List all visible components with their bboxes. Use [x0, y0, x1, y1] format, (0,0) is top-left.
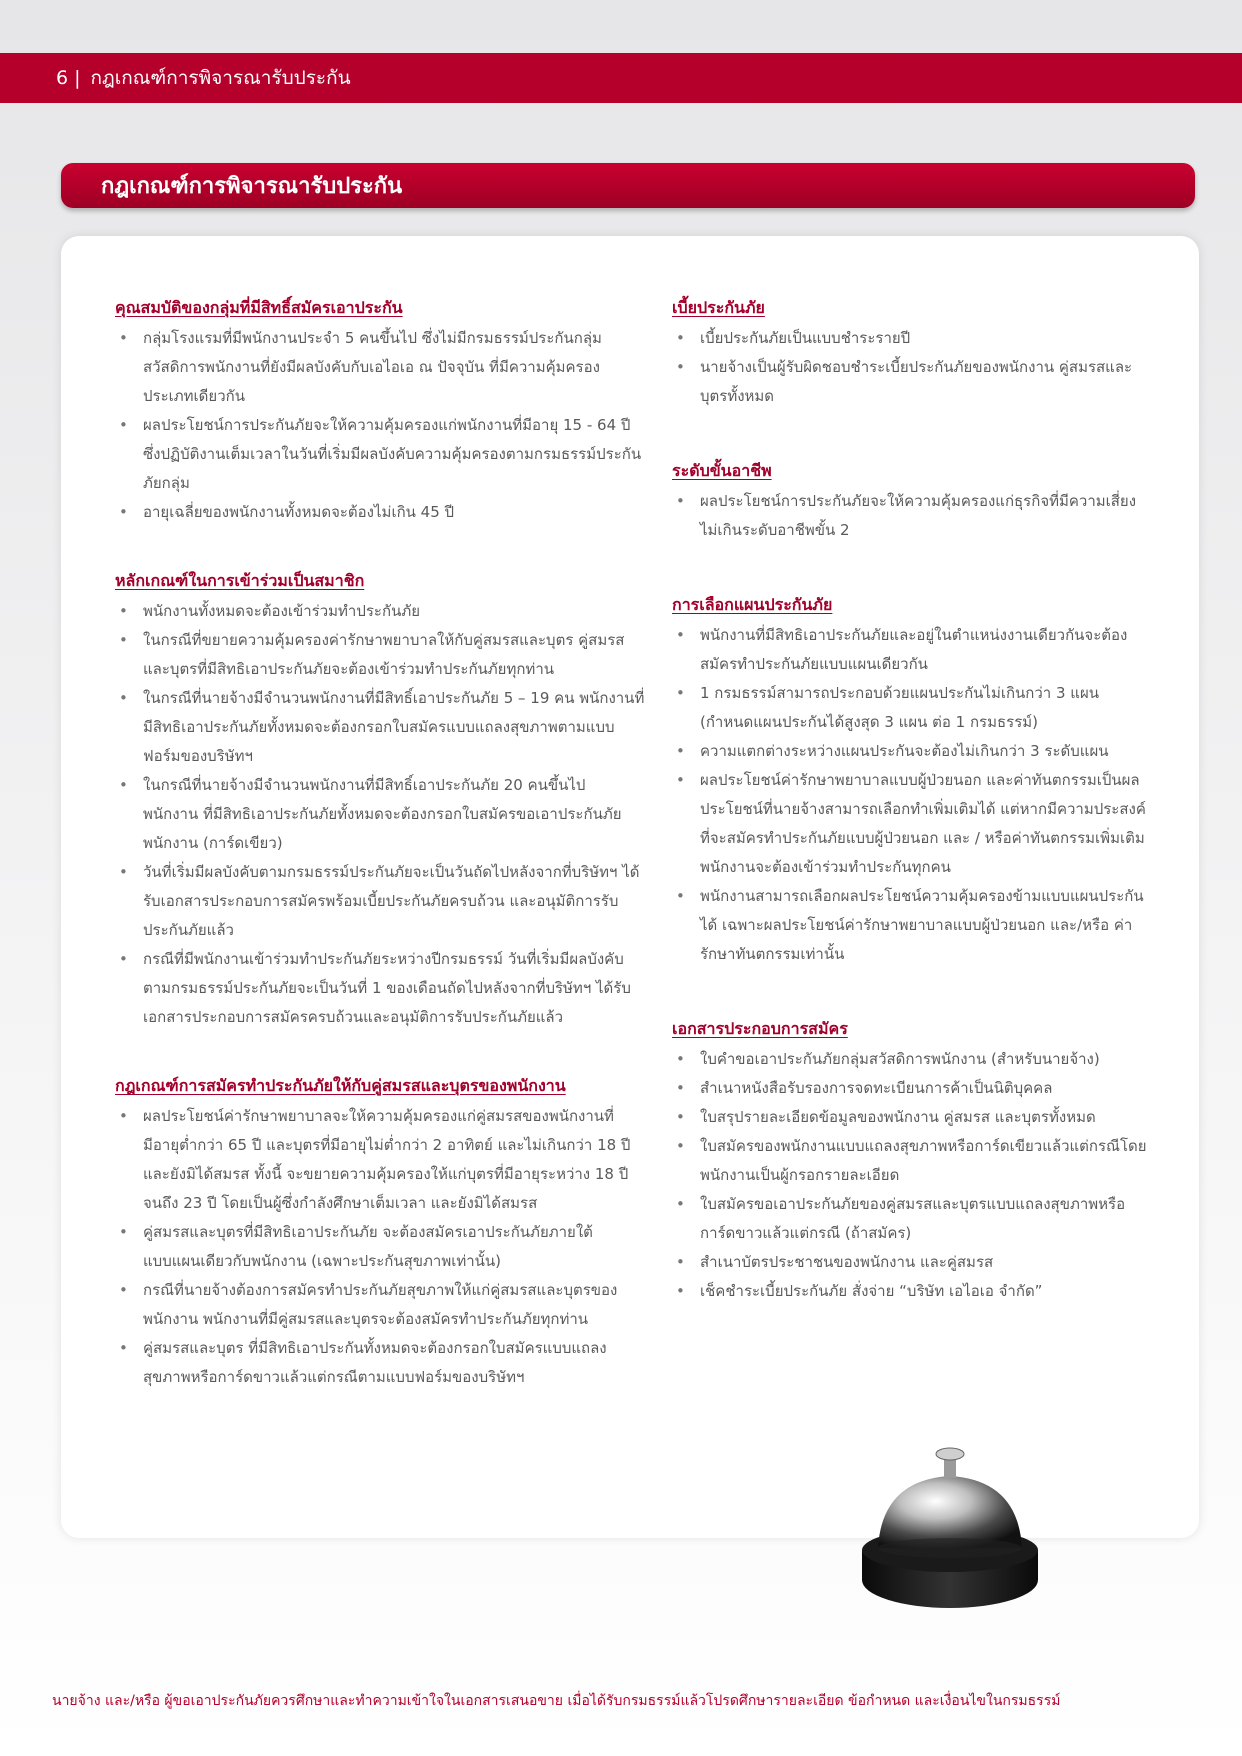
bullet-list [672, 487, 1152, 545]
list-item: • พนักงานสามารถเลือกผลประโยชน์ความคุ้มครองข้ามแบบแผนประกันได้ เฉพาะผลประโยชน์ค่ารักษาพยาบาลแบบผู้ป่วยนอก และ/หรือ ค่ารักษาทันตกรรมเท่านั้น [672, 882, 1152, 969]
header-title: กฎเกณฑ์การพิจารณารับประกัน [90, 67, 351, 89]
list-item: • ผลประโยชน์ค่ารักษาพยาบาลแบบผู้ป่วยนอก และค่าทันตกรรมเป็นผลประโยชน์ที่นายจ้างสามารถเลือกทำเพิ่มเติมได้ แต่หากมีความประสงค์ที่จะสมัครทำประกันภัยแบบผู้ป่วยนอก และ / หรือค่าทันตกรรมเพิ่มเติม พนักงานจะต้องเข้าร่วมทำประกันทุกคน [672, 766, 1152, 882]
list-item: • ผลประโยชน์การประกันภัยจะให้ความคุ้มครองแก่พนักงานที่มีอายุ 15 - 64 ปี ซึ่งปฏิบัติงานเต็มเวลาในวันที่เริ่มมีผลบังคับความคุ้มครองตามกรมธรรม์ประกันภัยกลุ่ม [115, 411, 645, 498]
list-item: • ในกรณีที่นายจ้างมีจำนวนพนักงานที่มีสิทธิ์เอาประกันภัย 5 – 19 คน พนักงานที่มีสิทธิเอาประกันภัยทั้งหมดจะต้องกรอกใบสมัครแบบแถลงสุขภาพตามแบบฟอร์มของบริษัทฯ [115, 684, 645, 771]
bullet-list [672, 621, 1152, 969]
list-item: • คู่สมรสและบุตรที่มีสิทธิเอาประกันภัย จะต้องสมัครเอาประกันภัยภายใต้แบบแผนเดียวกับพนักงาน (เฉพาะประกันสุขภาพเท่านั้น) [115, 1218, 645, 1276]
list-item: • กรณีที่มีพนักงานเข้าร่วมทำประกันภัยระหว่างปีกรมธรรม์ วันที่เริ่มมีผลบังคับตามกรมธรรม์ประกันภัยจะเป็นวันที่ 1 ของเดือนถัดไปหลังจากที่บริษัทฯ ได้รับเอกสารประกอบการสมัครครบถ้วนและอนุมัติการรับประกันภัยแล้ว [115, 945, 645, 1032]
list-item: • วันที่เริ่มมีผลบังคับตามกรมธรรม์ประกันภัยจะเป็นวันถัดไปหลังจากที่บริษัทฯ ได้รับเอกสารประกอบการสมัครพร้อมเบี้ยประกันภัยครบถ้วน และอนุมัติการรับประกันภัยแล้ว [115, 858, 645, 945]
bullet-list [672, 324, 1152, 411]
section-title: ระดับขั้นอาชีพ [672, 461, 772, 480]
bullet-list [115, 1102, 645, 1392]
footer-disclaimer: นายจ้าง และ/หรือ ผู้ขอเอาประกันภัยควรศึกษาและทำความเข้าใจในเอกสารเสนอขาย เมื่อได้รับกรมธรรม์แล้วโปรดศึกษารายละเอียด ข้อกำหนด และเงื่อนไขในกรมธรรม์ [52, 1693, 1061, 1709]
section [672, 459, 1152, 545]
section [115, 1074, 645, 1392]
list-item: • สำเนาหนังสือรับรองการจดทะเบียนการค้าเป็นนิติบุคคล [672, 1074, 1152, 1103]
list-item: • นายจ้างเป็นผู้รับผิดชอบชำระเบี้ยประกันภัยของพนักงาน คู่สมรสและบุตรทั้งหมด [672, 353, 1152, 411]
page-title: กฎเกณฑ์การพิจารณารับประกัน [101, 174, 403, 199]
section-title-bar [61, 163, 1195, 208]
list-item: • ใบสมัครขอเอาประกันภัยของคู่สมรสและบุตรแบบแถลงสุขภาพหรือการ์ดขาวแล้วแต่กรณี (ถ้าสมัคร) [672, 1190, 1152, 1248]
section-title: เบี้ยประกันภัย [672, 298, 765, 317]
section-title: หลักเกณฑ์ในการเข้าร่วมเป็นสมาชิก [115, 571, 365, 590]
section-title: กฎเกณฑ์การสมัครทำประกันภัยให้กับคู่สมรสและบุตรของพนักงาน [115, 1076, 566, 1095]
list-item: • กรณีที่นายจ้างต้องการสมัครทำประกันภัยสุขภาพให้แก่คู่สมรสและบุตรของพนักงาน พนักงานที่มีคู่สมรสและบุตรจะต้องสมัครทำประกันภัยทุกท่าน [115, 1276, 645, 1334]
list-item: • สำเนาบัตรประชาชนของพนักงาน และคู่สมรส [672, 1248, 1152, 1277]
page-header [0, 53, 1242, 103]
section-title: คุณสมบัติของกลุ่มที่มีสิทธิ์สมัครเอาประกัน [115, 298, 403, 317]
list-item: • ใบคำขอเอาประกันภัยกลุ่มสวัสดิการพนักงาน (สำหรับนายจ้าง) [672, 1045, 1152, 1074]
list-item: • เช็คชำระเบี้ยประกันภัย สั่งจ่าย “บริษัท เอไอเอ จำกัด” [672, 1277, 1152, 1306]
list-item: • เบี้ยประกันภัยเป็นแบบชำระรายปี [672, 324, 1152, 353]
list-item: • 1 กรมธรรม์สามารถประกอบด้วยแผนประกันไม่เกินกว่า 3 แผน (กำหนดแผนประกันได้สูงสุด 3 แผน ต่อ 1 กรมธรรม์) [672, 679, 1152, 737]
right-column [672, 296, 1152, 1354]
list-item: • ในกรณีที่ขยายความคุ้มครองค่ารักษาพยาบาลให้กับคู่สมรสและบุตร คู่สมรสและบุตรที่มีสิทธิเอาประกันภัยจะต้องเข้าร่วมทำประกันภัยทุกท่าน [115, 626, 645, 684]
section [672, 1017, 1152, 1306]
service-bell-icon [856, 1440, 1044, 1612]
list-item: • ใบสมัครของพนักงานแบบแถลงสุขภาพหรือการ์ดเขียวแล้วแต่กรณีโดยพนักงานเป็นผู้กรอกรายละเอียด [672, 1132, 1152, 1190]
list-item: • ในกรณีที่นายจ้างมีจำนวนพนักงานที่มีสิทธิ์เอาประกันภัย 20 คนขึ้นไป พนักงาน ที่มีสิทธิเอาประกันภัยทั้งหมดจะต้องกรอกใบสมัครขอเอาประกันภัยพนักงาน (การ์ดเขียว) [115, 771, 645, 858]
section [672, 296, 1152, 411]
bullet-list [115, 324, 645, 527]
left-column [115, 296, 645, 1434]
bullet-list [672, 1045, 1152, 1306]
list-item: • ใบสรุปรายละเอียดข้อมูลของพนักงาน คู่สมรส และบุตรทั้งหมด [672, 1103, 1152, 1132]
section-title: การเลือกแผนประกันภัย [672, 595, 833, 614]
list-item: • กลุ่มโรงแรมที่มีพนักงานประจำ 5 คนขึ้นไป ซึ่งไม่มีกรมธรรม์ประกันกลุ่มสวัสดิการพนักงานที่ยังมีผลบังคับกับเอไอเอ ณ ปัจจุบัน ที่มีความคุ้มครองประเภทเดียวกัน [115, 324, 645, 411]
list-item: • คู่สมรสและบุตร ที่มีสิทธิเอาประกันทั้งหมดจะต้องกรอกใบสมัครแบบแถลงสุขภาพหรือการ์ดขาวแล้วแต่กรณีตามแบบฟอร์มของบริษัทฯ [115, 1334, 645, 1392]
list-item: • อายุเฉลี่ยของพนักงานทั้งหมดจะต้องไม่เกิน 45 ปี [115, 498, 645, 527]
list-item: • พนักงานที่มีสิทธิเอาประกันภัยและอยู่ในตำแหน่งงานเดียวกันจะต้องสมัครทำประกันภัยแบบแผนเดียวกัน [672, 621, 1152, 679]
page-number: 6 | [56, 67, 81, 89]
list-item: • ความแตกต่างระหว่างแผนประกันจะต้องไม่เกินกว่า 3 ระดับแผน [672, 737, 1152, 766]
list-item: • ผลประโยชน์ค่ารักษาพยาบาลจะให้ความคุ้มครองแก่คู่สมรสของพนักงานที่มีอายุต่ำกว่า 65 ปี และบุตรที่มีอายุไม่ต่ำกว่า 2 อาทิตย์ และไม่เกินกว่า 18 ปี และยังมิได้สมรส ทั้งนี้ จะขยายความคุ้มครองให้แก่บุตรที่มีอายุระหว่าง 18 ปี จนถึง 23 ปี โดยเป็นผู้ซึ่งกำลังศึกษาเต็มเวลา และยังมิได้สมรส [115, 1102, 645, 1218]
section [672, 593, 1152, 969]
section [115, 569, 645, 1032]
section [115, 296, 645, 527]
list-item: • ผลประโยชน์การประกันภัยจะให้ความคุ้มครองแก่ธุรกิจที่มีความเสี่ยงไม่เกินระดับอาชีพขั้น 2 [672, 487, 1152, 545]
bullet-list [115, 597, 645, 1032]
list-item: • พนักงานทั้งหมดจะต้องเข้าร่วมทำประกันภัย [115, 597, 645, 626]
section-title: เอกสารประกอบการสมัคร [672, 1019, 848, 1038]
